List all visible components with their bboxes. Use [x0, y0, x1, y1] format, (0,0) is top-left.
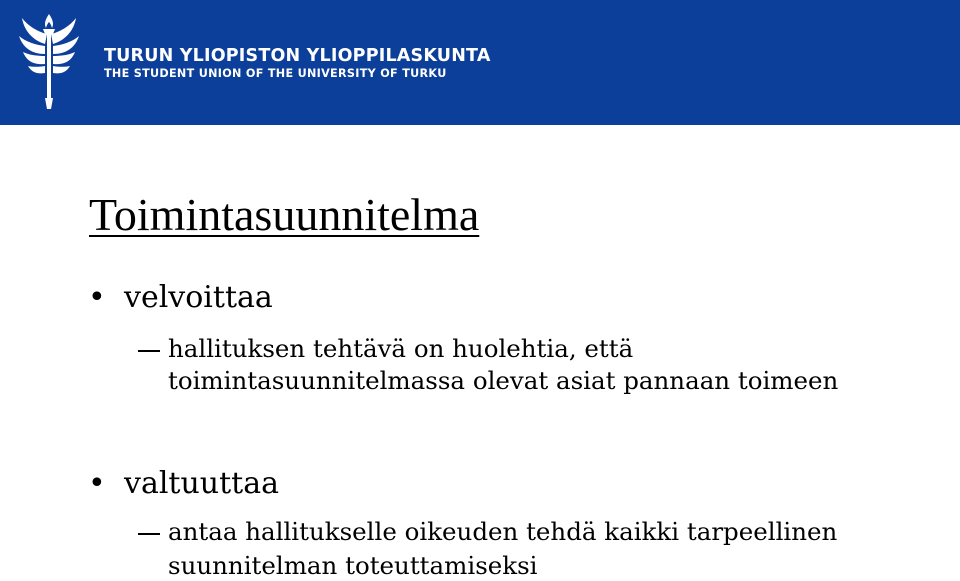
sub-item-line: hallituksen tehtävä on huolehtia, että: [168, 334, 634, 363]
sub-item-line: antaa hallitukselle oikeuden tehdä kaikki tarpeellinen: [168, 517, 838, 546]
sub-bullet-dash: [138, 533, 160, 535]
torch-wings-emblem-icon: [14, 12, 84, 112]
bullet-icon: •: [88, 280, 106, 315]
bullet-item-velvoittaa: velvoittaa: [124, 280, 273, 315]
org-name-english: THE STUDENT UNION OF THE UNIVERSITY OF TURKU: [104, 67, 447, 80]
header-band: [0, 0, 960, 125]
bullet-icon: •: [88, 466, 106, 501]
sub-item-line: toimintasuunnitelmassa olevat asiat pannaan toimeen: [168, 366, 839, 395]
bullet-item-valtuuttaa: valtuuttaa: [124, 466, 280, 501]
slide-title: Toimintasuunnitelma: [89, 189, 480, 240]
sub-bullet-dash: [138, 350, 160, 352]
sub-item-line: suunnitelman toteuttamiseksi: [168, 551, 538, 580]
org-name-finnish: TURUN YLIOPISTON YLIOPPILASKUNTA: [104, 46, 491, 66]
